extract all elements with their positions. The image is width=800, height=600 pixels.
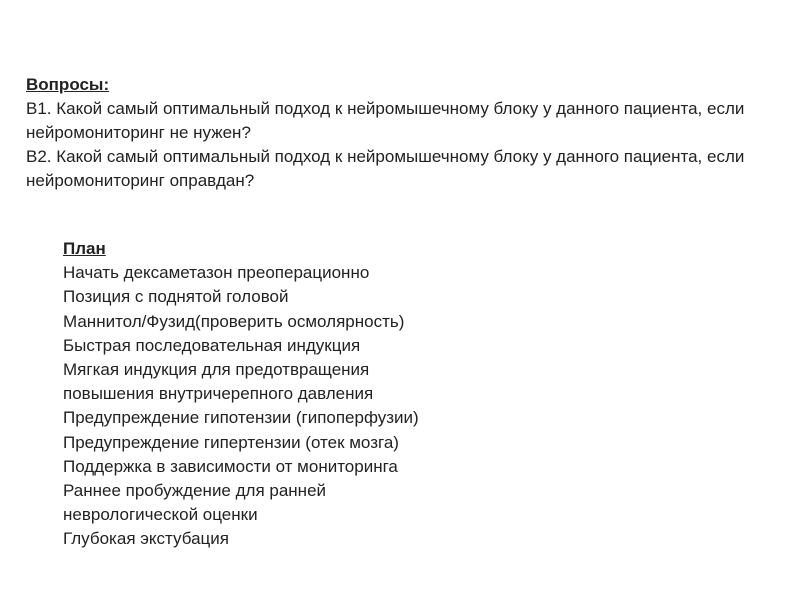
plan-item: Мягкая индукция для предотвращения	[63, 360, 370, 380]
plan-item: Глубокая экстубация	[63, 529, 229, 549]
questions-heading: Вопросы:	[26, 75, 110, 94]
plan-item: Предупреждение гипертензии (отек мозга)	[63, 432, 399, 452]
plan-item: повышения внутричерепного давления	[63, 384, 374, 404]
plan-item: Предупреждение гипотензии (гипоперфузии)	[63, 408, 419, 428]
plan-title: План	[63, 239, 106, 258]
questions-section	[26, 73, 766, 193]
plan-list	[63, 261, 663, 551]
question-1: В1. Какой самый оптимальный подход к нейромышечному блоку у данного пациента, если нейромониторинг не нужен?	[26, 99, 745, 142]
plan-item: Быстрая последовательная индукция	[63, 335, 361, 355]
plan-item: Раннее пробуждение для ранней	[63, 481, 327, 501]
plan-section	[63, 237, 663, 552]
plan-item: неврологической оценки	[63, 505, 258, 525]
plan-item: Позиция с поднятой головой	[63, 287, 289, 307]
plan-item: Начать дексаметазон преоперационно	[63, 263, 370, 283]
question-2: В2. Какой самый оптимальный подход к нейромышечному блоку у данного пациента, если нейромониторинг оправдан?	[26, 147, 745, 190]
plan-item: Поддержка в зависимости от мониторинга	[63, 456, 398, 476]
plan-item: Маннитол/Фузид(проверить осмолярность)	[63, 311, 405, 331]
